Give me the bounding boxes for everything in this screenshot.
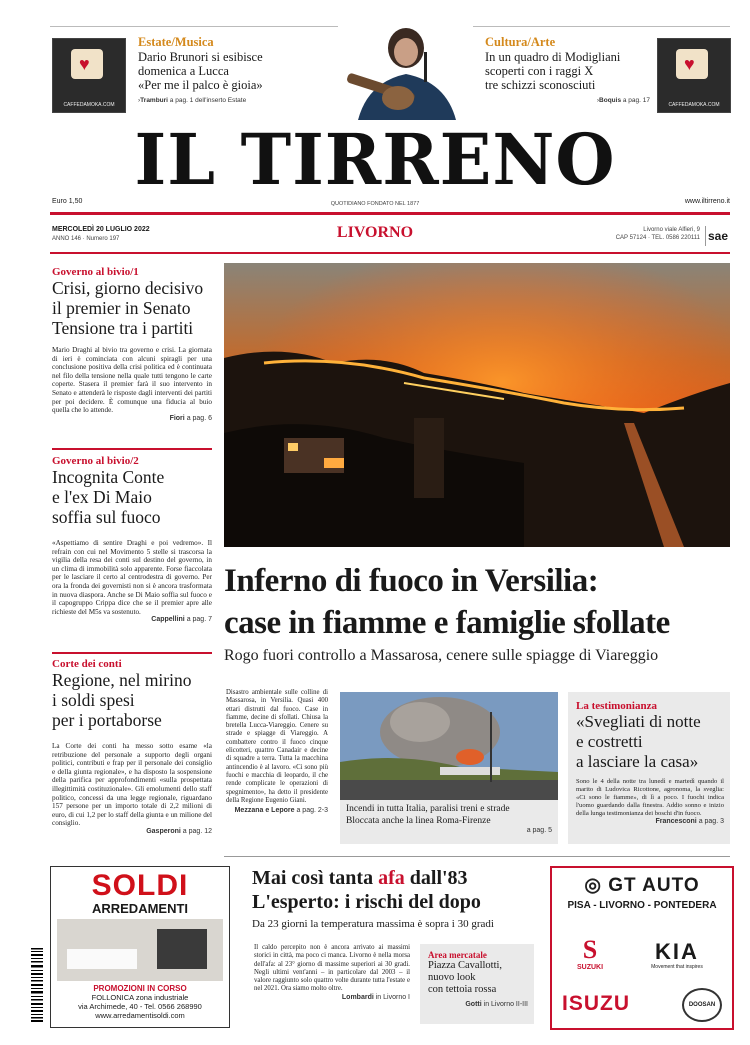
cafe-ad-right[interactable] xyxy=(657,38,731,113)
photo-incendi-box[interactable] xyxy=(340,692,558,844)
story-mercatale[interactable] xyxy=(420,944,534,1024)
arrow-icon: › xyxy=(596,97,600,104)
story-afa[interactable] xyxy=(252,866,542,930)
afa-title: Mai così tanta xyxy=(252,867,379,889)
story-title-line: nuovo look xyxy=(428,972,476,983)
cafe-ad-label: CAFFEDAMOKA.COM xyxy=(668,102,720,108)
masthead xyxy=(0,118,750,202)
afa-page: in Livorno I xyxy=(375,993,410,1001)
teaser-left[interactable] xyxy=(138,35,338,104)
date: MERCOLEDÌ 20 LUGLIO 2022 xyxy=(52,226,150,233)
story-title-line: con tettoia rossa xyxy=(428,984,497,995)
address-line: Livorno viale Alfieri, 9 xyxy=(643,227,700,233)
photo-caption-page: a pag. 5 xyxy=(526,827,552,834)
suzuki-label: SUZUKI xyxy=(576,964,604,971)
story-author: Fiori xyxy=(169,414,185,422)
story-body: Sono le 4 della notte tra lunedì e martedì quando il marito di Ludovica Ricottone, agronoma, la sveglia: «Ci sono le fiamme», di lì a poco. I fuochi indica l'uomo guardando dalla finestra. Addio sonno e inizio della lunga testimonianza dei boschi d'in fuoco. xyxy=(576,778,724,817)
suzuki-logo-icon: S xyxy=(582,935,598,964)
website-link[interactable]: www.iltirreno.it xyxy=(684,198,730,205)
teaser-right-line: scoperti con i raggi X xyxy=(485,64,594,78)
photo-caption-line: Incendi in tutta Italia, paralisi treni e strade xyxy=(346,804,510,814)
gt-auto-emblem-icon: ◎ xyxy=(584,875,609,896)
teaser-right-line: In un quadro di Modigliani xyxy=(485,50,621,64)
address-line: CAP 57124 · TEL. 0586 220111 xyxy=(615,235,700,241)
main-page: a pag. 2-3 xyxy=(296,807,328,815)
main-headline[interactable] xyxy=(224,560,734,644)
ad-gtauto-brand: GT AUTO xyxy=(608,875,700,896)
teaser-right-page: a pag. 17 xyxy=(622,97,650,104)
story-corte-conti[interactable] xyxy=(52,658,212,835)
story-kicker: Corte dei conti xyxy=(52,658,122,670)
cafe-ad-label: CAFFEDAMOKA.COM xyxy=(63,102,115,108)
story-kicker: Area mercatale xyxy=(428,950,487,960)
dateline-rule xyxy=(50,252,730,254)
story-title-line: e l'ex Di Maio xyxy=(52,487,152,507)
story-title-line: Tensione tra i partiti xyxy=(52,318,194,338)
ad-soldi-brand: SOLDI xyxy=(91,869,189,902)
teaser-right-line: tre schizzi sconosciuti xyxy=(485,78,596,92)
afa-title: dall'83 xyxy=(404,867,468,889)
story-title-line: Piazza Cavallotti, xyxy=(428,960,503,971)
issue-number: ANNO 146 · Numero 197 xyxy=(52,236,120,242)
story-kicker: Governo al bivio/2 xyxy=(52,455,139,467)
teaser-photo-brunori xyxy=(338,12,473,120)
dr-logo: DOOSAN xyxy=(682,988,722,1022)
masthead-title: IL TIRRENO xyxy=(134,118,616,201)
col-rule xyxy=(52,448,212,450)
afa-title-line2: L'esperto: i rischi del dopo xyxy=(252,891,481,913)
afa-title-red: afa xyxy=(378,867,405,889)
story-author: Gasperoni xyxy=(146,827,181,835)
main-story-body[interactable] xyxy=(226,689,328,814)
col-rule xyxy=(52,652,212,654)
story-kicker: Governo al bivio/1 xyxy=(52,266,139,278)
section-rule xyxy=(224,856,730,857)
story-title-line: i soldi spesi xyxy=(52,690,135,710)
story-author: Francesconi xyxy=(655,818,697,825)
story-title-line: Crisi, giorno decisivo xyxy=(52,278,204,298)
main-headline-line: Inferno di fuoco in Versilia: xyxy=(224,563,599,599)
sae-logo: sae xyxy=(705,226,730,246)
story-author: Cappellini xyxy=(151,616,185,624)
story-kicker: La testimonianza xyxy=(576,700,657,712)
main-headline-line: case in fiamme e famiglie sfollate xyxy=(224,605,670,641)
story-title-line: il premier in Senato xyxy=(52,298,191,318)
kia-tagline: Movement that inspires xyxy=(651,964,703,970)
story-title-line: per i portaborse xyxy=(52,710,162,730)
story-page: a pag. 7 xyxy=(186,616,212,624)
coffee-cup-icon xyxy=(71,49,103,79)
story-page: a pag. 3 xyxy=(698,818,724,825)
ad-soldi-address: FOLLONICA zona industriale xyxy=(91,993,189,1002)
ad-soldi-address: via Archimede, 40 - Tel. 0566 268990 xyxy=(78,1002,202,1011)
story-body: Mario Draghi al bivio tra governo e crisi. La giornata di ieri è cominciata con alcuni spiragli per una conclusione positiva della crisi politica ed è continuata nel filo della tensione nella quale tutti tengono le carte coperte. Stasera il premier farà il suo intervento in Senato e attenderà le risposte dagli interventi dei partiti per poi decidere. È comunque una fiducia al buio quella che lo attende. xyxy=(52,346,212,415)
photo-incendi xyxy=(340,692,558,800)
teaser-right-kicker: Cultura/Arte xyxy=(485,35,556,49)
teaser-left-line: domenica a Lucca xyxy=(138,64,229,78)
main-subhead: Rogo fuori controllo a Massarosa, cenere sulle spiagge di Viareggio xyxy=(224,647,659,664)
teaser-left-kicker: Estate/Musica xyxy=(138,35,214,49)
afa-subhead: Da 23 giorni la temperatura massima è sopra i 30 gradi xyxy=(252,918,494,930)
story-body: «Aspettiamo di sentire Draghi e poi vedremo». Il refrain con cui nel Movimento 5 stelle si trascorsa la vigilia della resa dei conti sul destino del governo, in un clima di immobilità solo apparente. Forse fiaccolata per le lasciare il certo al centrodestra di governo. Per ora la fronda dei governisti non si è ancora trasformata in nuova diaspora. Anche se Di Maio soffia sul fuoco e il capogruppo Crippa dice che se il premier apre alle richieste del M5s va sostenuto. xyxy=(52,539,212,616)
teaser-right-author: Boquis xyxy=(599,97,622,104)
ad-gt-auto[interactable] xyxy=(550,866,734,1030)
story-body: La Corte dei conti ha messo sotto esame «la retribuzione del personale a supporto degli organi politici, contributi e frap per il personale dei consiglio e della giunta regionale», e ha disposto la sospensione della parifica per approfondimenti «sulla prospettata illegittimità costituzionale». Gli emolumenti dello staff politico, concessi da una legge regionale, riguardano 157 persone per un importo totale di 2,2 milioni di euro, di cui 1,2 per lo staff della giunta e un milione del consiglio. xyxy=(52,742,212,828)
ad-soldi-promo: PROMOZIONI IN CORSO xyxy=(93,984,187,993)
isuzu-logo: ISUZU xyxy=(562,992,630,1015)
afa-body-box xyxy=(254,944,410,1001)
ad-gtauto-cities: PISA - LIVORNO - PONTEDERA xyxy=(567,900,717,911)
cafe-ad-left[interactable] xyxy=(52,38,126,113)
story-title-line: a lasciare la casa» xyxy=(576,752,699,771)
main-author: Mezzana e Lepore xyxy=(234,807,295,815)
story-author: Gotti xyxy=(465,1001,482,1008)
story-crisi[interactable] xyxy=(52,266,212,422)
story-title-line: Incognita Conte xyxy=(52,467,165,487)
story-page: in Livorno II-III xyxy=(483,1001,528,1008)
ad-soldi-photo xyxy=(57,919,223,981)
ad-soldi-arredamenti[interactable] xyxy=(50,866,230,1028)
price: Euro 1,50 xyxy=(52,198,83,205)
story-page: a pag. 6 xyxy=(186,414,212,422)
teaser-left-author: Tramburi xyxy=(140,97,168,104)
teaser-left-line: «Per me il palco è gioia» xyxy=(138,78,263,92)
story-title-line: e costretti xyxy=(576,732,643,751)
heart-icon: ♥ xyxy=(684,54,695,74)
kia-logo: KIA xyxy=(655,939,699,964)
masthead-subtitle: QUOTIDIANO FONDATO NEL 1877 xyxy=(330,201,420,207)
story-testimonianza[interactable] xyxy=(568,692,730,844)
arrow-icon: › xyxy=(138,97,141,104)
photo-caption-line: Bloccata anche la linea Roma-Firenze xyxy=(346,816,491,826)
teaser-right[interactable] xyxy=(485,35,650,104)
story-title-line: «Svegliati di notte xyxy=(576,712,701,731)
teaser-left-line: Dario Brunori si esibisce xyxy=(138,50,263,64)
afa-body: Il caldo percepito non è ancora arrivato ai massimi storici in città, ma poco ci manca. Livorno è nella morsa dell'afa: al 23° giorno di massime superiori ai 30 gradi. Negli ultimi vent'anni – in particolare dal 2003 – il valore raggiunto solo quattro volte durante tutta l'estate e nel 2021. Ora siamo molto oltre. xyxy=(254,944,410,993)
teaser-left-page: a pag. 1 dell'inserto Estate xyxy=(169,97,247,104)
story-title-line: Regione, nel mirino xyxy=(52,670,192,690)
afa-author: Lombardi xyxy=(341,993,374,1001)
story-conte[interactable] xyxy=(52,455,212,623)
story-title-line: soffia sul fuoco xyxy=(52,507,161,527)
story-page: a pag. 12 xyxy=(182,827,212,835)
barcode xyxy=(30,946,44,1024)
main-body-text: Disastro ambientale sulle colline di Massarosa, in Versilia. Quasi 400 ettari distrutti dal fuoco. Case in fiamme, decine di sfollati. Chiusa la bretella Lucca-Viareggio. Cenere su strade e spiagge di Viareggio. A combattere contro il fuoco cinque elicotteri, quattro Canadair e decine di squadre a terra. Tutta la macchina antincendio è al lavoro. «Ci sono più fuochi e macchia di leopardo, il che rende complicate le operazioni di spegnimento», ha detto il presidente della Regione Eugenio Giani. xyxy=(226,689,328,804)
fire-photo[interactable] xyxy=(224,263,730,547)
ad-soldi-sub: ARREDAMENTI xyxy=(91,901,189,916)
masthead-rule xyxy=(50,212,730,215)
coffee-cup-icon xyxy=(676,49,708,79)
ad-soldi-web: www.arredamentisoldi.com xyxy=(95,1011,185,1020)
edition-name: LIVORNO xyxy=(336,224,414,241)
heart-icon: ♥ xyxy=(79,54,90,74)
